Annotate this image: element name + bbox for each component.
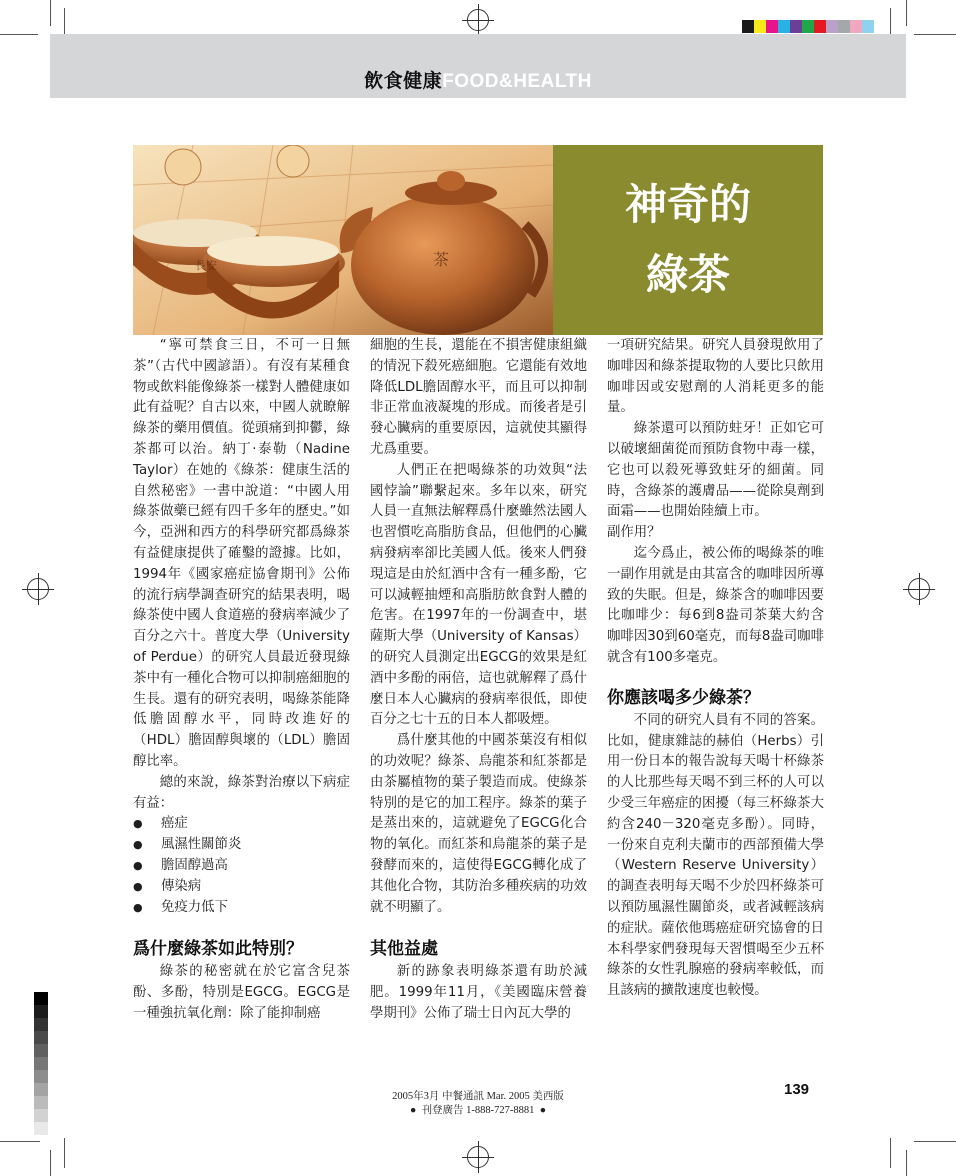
gray-swatch (34, 992, 48, 1005)
gray-swatch (34, 1031, 48, 1044)
subheading: 副作用？ (607, 525, 661, 541)
svg-text:茶: 茶 (433, 250, 450, 269)
paragraph: 綠茶的秘密就在於它富含兒茶酚、多酚，特別是EGCG。EGCG是一種強抗氧化劑：除了能抑制癌 (133, 964, 350, 1021)
crop-mark (906, 1150, 907, 1176)
crop-mark (914, 1141, 956, 1142)
registration-mark-icon (467, 9, 489, 31)
paragraph: 綠茶還可以預防蛀牙！正如它可以破壞細菌從而預防食物中毒一樣，它也可以殺死導致蛀牙的細菌。同時，含綠茶的護膚品——從除臭劑到面霜——也開始陸續上市。 (607, 421, 824, 520)
bullet-icon: ● (539, 1105, 547, 1116)
color-swatch (802, 20, 814, 33)
svg-text:長安: 長安 (195, 259, 217, 272)
color-swatch (862, 20, 874, 33)
crop-mark (50, 0, 51, 26)
section-title-english: FOOD&HEALTH (442, 71, 592, 92)
footer-ad-line (0, 1102, 956, 1117)
color-swatch (742, 20, 754, 33)
gray-swatch (34, 1005, 48, 1018)
gray-swatch (34, 1122, 48, 1135)
list-item: ● 膽固醇過高 (133, 856, 350, 877)
section-title (50, 66, 906, 93)
crop-mark (64, 1138, 65, 1168)
gray-swatch (34, 1044, 48, 1057)
paragraph: 迄今爲止，被公佈的喝綠茶的唯一副作用就是由其富含的咖啡因所導致的失眠。但是，綠茶含的咖啡因要比咖啡少：每6到8盎司茶葉大約含咖啡因30到60毫克，而每8盎司咖啡就含有100多毫克。 (607, 545, 824, 665)
color-swatch (754, 20, 766, 33)
paragraph: 不同的研究人員有不同的答案。比如，健康雜誌的赫伯（Herbs）引用一份日本的報告說每天喝十杯綠茶的人比那些每天喝不到三杯的人可以少受三年癌症的困擾（每三杯綠茶大約含240－320毫克多酚）。同時，一份來自克利夫蘭市的西部預備大學（Western Reserve University）的調查表明每天喝不少於四杯綠茶可以預防風濕性關節炎，或者減輕該病的症狀。薩依他瑪癌症研究協會的日本科學家們發現每天習慣喝至少五杯綠茶的女性乳腺癌的發病率較低，而且該病的擴散速度也較慢。 (607, 712, 824, 999)
article-column-1 (133, 336, 350, 1025)
list-item: ● 免疫力低下 (133, 898, 350, 919)
crop-mark (906, 0, 907, 26)
list-item: ● 風濕性關節炎 (133, 835, 350, 856)
conditions-list (133, 814, 350, 918)
gray-swatch (34, 1018, 48, 1031)
color-swatch (850, 20, 862, 33)
registration-mark-icon (27, 578, 49, 600)
crop-mark (0, 1141, 40, 1142)
page-number: 139 (784, 1081, 810, 1098)
hero-title-line1: 神奇的 (624, 180, 751, 229)
color-swatch (766, 20, 778, 33)
registration-mark-icon (908, 578, 930, 600)
paragraph: 總的來說，綠茶對治療以下病症有益： (133, 774, 350, 811)
list-item: ● 癌症 (133, 814, 350, 835)
hero-title-box (553, 145, 823, 335)
crop-mark (0, 34, 38, 35)
section-heading: 你應該喝多少綠茶？ (607, 687, 760, 708)
teapot-and-teacups-image (133, 145, 553, 335)
color-swatch (814, 20, 826, 33)
paragraph: 細胞的生長，還能在不損害健康組織的情況下殺死癌細胞。它還能有效地降低LDL膽固醇水平，而且可以抑制非正常血液凝塊的形成。而後者是引發心臟病的重要原因，這就使其顯得尤爲重要。 (370, 338, 587, 457)
paragraph: 爲什麼其他的中國茶葉沒有相似的功效呢？綠茶、烏龍茶和紅茶都是由茶屬植物的葉子製造而成。使綠茶特別的是它的加工程序。綠茶的葉子是蒸出來的，這就避免了EGCG化合物的氧化。而紅茶和烏龍茶的葉子是發酵而來的，這使得EGCG轉化成了其他化合物，其防治多種疾病的功效就不明顯了。 (370, 733, 587, 915)
color-swatch (838, 20, 850, 33)
color-swatch (778, 20, 790, 33)
color-swatch (826, 20, 838, 33)
paragraph: 人們正在把喝綠茶的功效與“法國悖論”聯繫起來。多年以來，研究人員一直無法解釋爲什麼雖然法國人也習慣吃高脂肪食品，但他們的心臟病發病率卻比美國人低。後來人們發現這是由於紅酒中含有一種多酚，它可以減輕抽煙和高脂肪飲食對人體的危害。在1997年的一份調查中，堪薩斯大學（University of Kansas）的研究人員測定出EGCG的效果是紅酒中多酚的兩倍，這也就解釋了爲什麼日本人心臟病的發病率很低，即使百分之七十五的日本人都吸煙。 (370, 462, 587, 728)
paragraph: 新的跡象表明綠茶還有助於減肥。1999年11月，《美國臨床營養學期刊》公佈了瑞士日內瓦大學的 (370, 964, 587, 1021)
section-heading: 其他益處 (370, 939, 438, 960)
list-item: ● 傳染病 (133, 877, 350, 898)
paragraph: 一項研究結果。研究人員發現飲用了咖啡因和綠茶提取物的人要比只飲用咖啡因或安慰劑的人消耗更多的能量。 (607, 338, 824, 416)
paragraph: “寧可禁食三日，不可一日無茶”（古代中國諺語）。有沒有某種食物或飲料能像綠茶一樣對人體健康如此有益呢？自古以來，中國人就瞭解綠茶的藥用價值。從頭痛到抑鬱，綠茶都可以治。納丁·泰勒（Nadine Taylor）在她的《綠茶：健康生活的自然秘密》一書中說道：“中國人用綠茶做藥已經有四千多年的歷史。”如今，亞洲和西方的科學研究都爲綠茶有益健康提供了確鑿的證據。比如，1994年《國家癌症協會期刊》公佈的流行病學調查研究的結果表明，喝綠茶使中國人食道癌的發病率減少了百分之六十。普度大學（University of Perdue）的研究人員最近發現綠茶中有一種化合物可以抑制癌細胞的生長。還有的研究表明，喝綠茶能降低膽固醇水平，同時改進好的（HDL）膽固醇與壞的（LDL）膽固醇比率。 (133, 338, 350, 769)
crop-mark (890, 1138, 891, 1168)
section-title-chinese: 飲食健康 (364, 70, 443, 92)
crop-mark (914, 34, 956, 35)
gray-swatch (34, 1057, 48, 1070)
crop-mark (50, 1150, 51, 1176)
gray-swatch (34, 1070, 48, 1083)
section-heading: 爲什麼綠茶如此特別？ (133, 939, 303, 960)
footer-publication-info: 2005年3月 中餐通訊 Mar. 2005 美西版 (392, 1091, 564, 1102)
registration-mark-icon (467, 1146, 489, 1168)
footer-ad-text: 刊登廣告 1-888-727-8881 (421, 1105, 535, 1116)
article-column-3 (607, 336, 824, 1002)
color-calibration-strip (742, 20, 874, 33)
article-column-2 (370, 336, 587, 1025)
teapot-illustration (133, 145, 553, 335)
bullet-icon: ● (409, 1105, 417, 1116)
color-swatch (790, 20, 802, 33)
hero-title-line2: 綠茶 (645, 250, 730, 299)
